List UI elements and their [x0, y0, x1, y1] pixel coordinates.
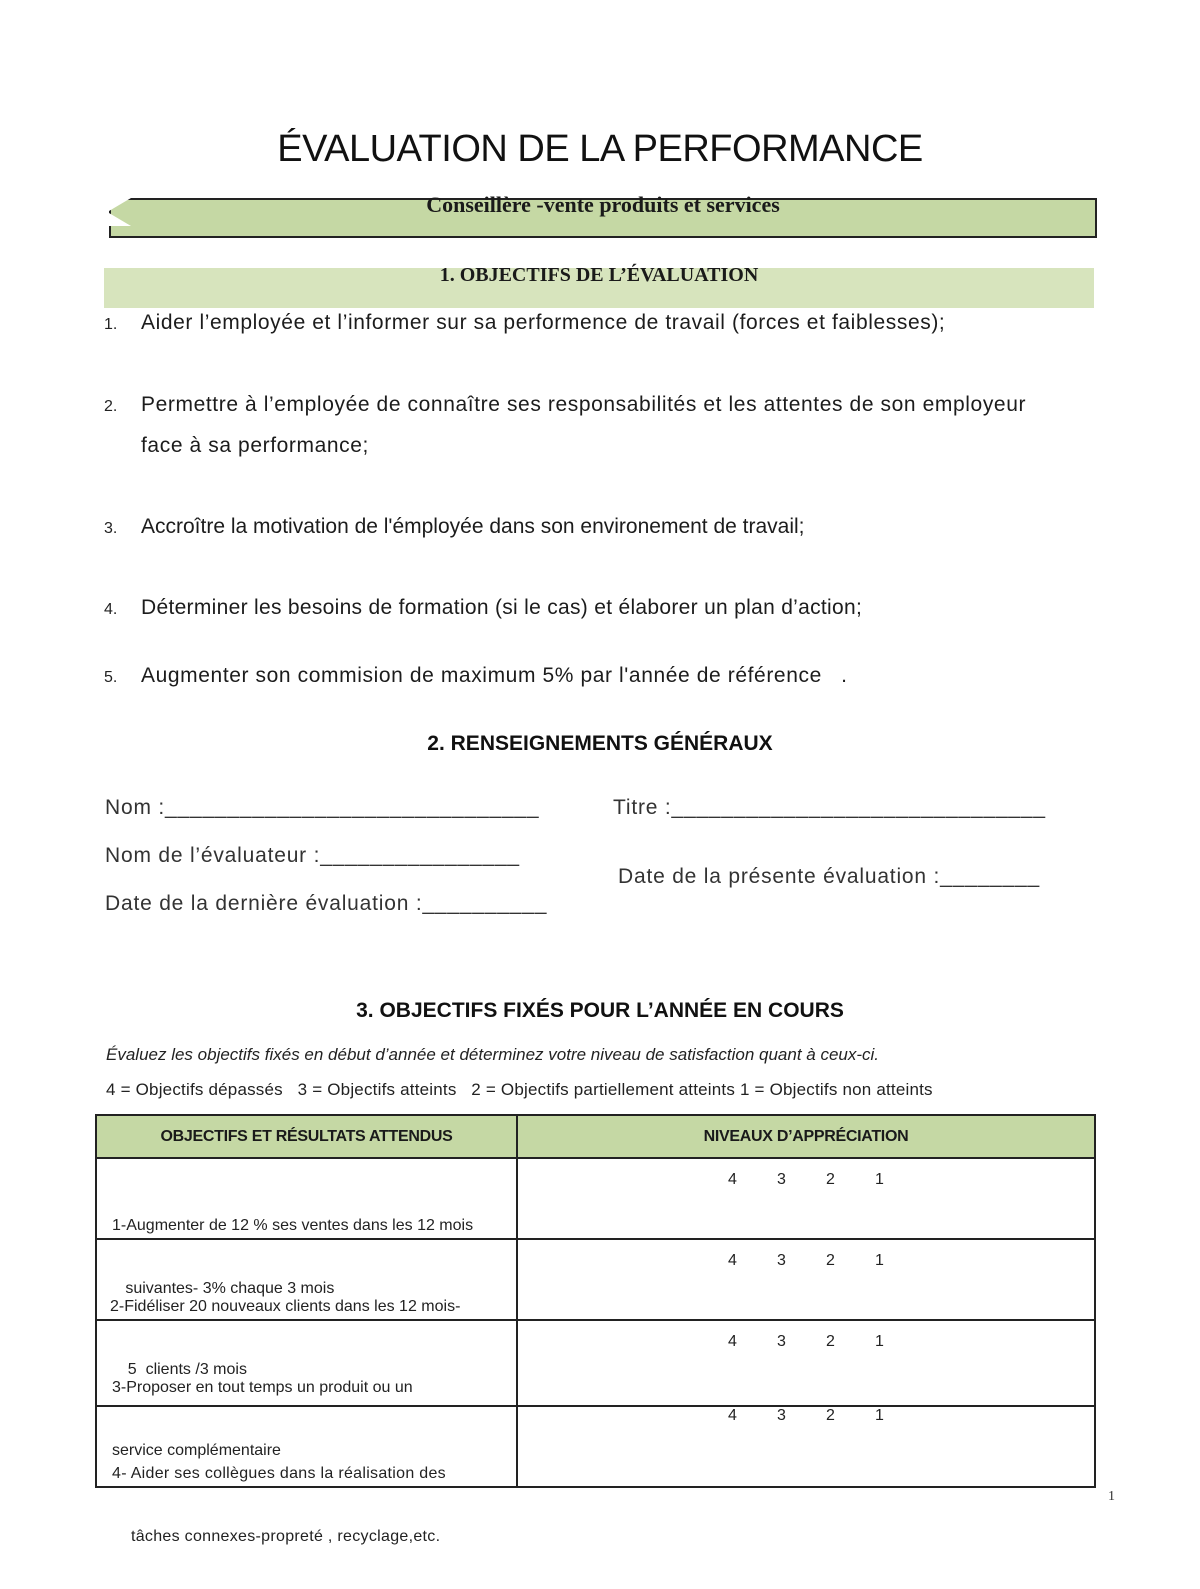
- rating-2[interactable]: 2: [826, 1333, 835, 1350]
- rating-4[interactable]: 4: [728, 1171, 737, 1188]
- section2-heading: 2. RENSEIGNEMENTS GÉNÉRAUX: [427, 732, 773, 755]
- objective-4-number: 4.: [104, 601, 118, 618]
- table-row-3-objective: [95, 1321, 518, 1459]
- rating-3[interactable]: 3: [777, 1252, 786, 1269]
- rating-3[interactable]: 3: [777, 1407, 786, 1424]
- rating-3[interactable]: 3: [777, 1171, 786, 1188]
- table-row-3-rating: [516, 1321, 1096, 1407]
- table-row-1-rating: [516, 1159, 1096, 1240]
- rating-3[interactable]: 3: [777, 1333, 786, 1350]
- rating-2[interactable]: 2: [826, 1171, 835, 1188]
- table-header-objectives: OBJECTIFS ET RÉSULTATS ATTENDUS: [95, 1114, 518, 1159]
- row-3-line1: 3-Proposer en tout temps un produit ou un: [112, 1379, 413, 1396]
- rating-1[interactable]: 1: [875, 1407, 884, 1424]
- objective-4-text: Déterminer les besoins de formation (si le cas) et élaborer un plan d’action;: [141, 596, 863, 619]
- rating-1[interactable]: 1: [875, 1333, 884, 1350]
- table-row-2-rating: [516, 1240, 1096, 1321]
- row-3-line2: service complémentaire: [112, 1442, 281, 1459]
- section3-heading: 3. OBJECTIFS FIXÉS POUR L’ANNÉE EN COURS: [356, 999, 844, 1022]
- field-titre[interactable]: Titre :______________________________: [613, 796, 1046, 819]
- row-4-line1: 4- Aider ses collègues dans la réalisation des: [112, 1465, 446, 1482]
- objective-1-number: 1.: [104, 316, 118, 333]
- field-nom[interactable]: Nom :______________________________: [105, 796, 540, 819]
- objective-1-text: Aider l’employée et l’informer sur sa performence de travail (forces et faiblesses);: [141, 311, 946, 334]
- rating-4[interactable]: 4: [728, 1252, 737, 1269]
- page-title: ÉVALUATION DE LA PERFORMANCE: [277, 128, 923, 170]
- rating-2[interactable]: 2: [826, 1407, 835, 1424]
- table-row-4-rating: [516, 1407, 1096, 1488]
- rating-2[interactable]: 2: [826, 1252, 835, 1269]
- table-row-2-objective: [95, 1240, 518, 1378]
- objective-3-number: 3.: [104, 520, 118, 537]
- subtitle: Conseillère -vente produits et services: [426, 192, 780, 217]
- field-date-derniere[interactable]: Date de la dernière évaluation :__________: [105, 892, 548, 915]
- rating-4[interactable]: 4: [728, 1333, 737, 1350]
- row-2-line1: 2-Fidéliser 20 nouveaux clients dans les 12 mois-: [110, 1298, 461, 1315]
- rating-1[interactable]: 1: [875, 1252, 884, 1269]
- row-4-line2: tâches connexes-propreté , recyclage,etc.: [112, 1528, 441, 1545]
- page-number: 1: [1108, 1489, 1115, 1504]
- objective-2-text: Permettre à l’employée de connaître ses responsabilités et les attentes de son employeur: [141, 393, 1027, 416]
- objective-3-text: Accroître la motivation de l'émployée dans son environement de travail;: [141, 515, 805, 538]
- objective-5-number: 5.: [104, 669, 118, 686]
- rating-legend: 4 = Objectifs dépassés 3 = Objectifs atteints 2 = Objectifs partiellement atteints 1 = Objectifs non atteints: [106, 1080, 933, 1099]
- row-4-text: [112, 1421, 512, 1589]
- rating-1[interactable]: 1: [875, 1171, 884, 1188]
- row-1-line1: 1-Augmenter de 12 % ses ventes dans les 12 mois: [112, 1217, 474, 1234]
- row-1-line2: suivantes- 3% chaque 3 mois: [112, 1280, 335, 1297]
- field-evaluateur[interactable]: Nom de l’évaluateur :________________: [105, 844, 520, 867]
- instructions-note: Évaluez les objectifs fixés en début d’année et déterminez votre niveau de satisfaction quant à ceux-ci.: [106, 1045, 880, 1064]
- table-header-ratings: NIVEAUX D’APPRÉCIATION: [516, 1114, 1096, 1159]
- table-row-4-objective: [95, 1407, 518, 1545]
- field-date-presente[interactable]: Date de la présente évaluation :________: [618, 865, 1040, 888]
- objective-2-number: 2.: [104, 398, 118, 415]
- section1-heading: 1. OBJECTIFS DE L’ÉVALUATION: [439, 264, 759, 286]
- table-row-1-objective: [95, 1159, 518, 1297]
- row-2-line2: 5 clients /3 mois: [110, 1361, 247, 1378]
- objective-2-text-cont: face à sa performance;: [141, 434, 369, 457]
- objective-5-text: Augmenter son commision de maximum 5% par l'année de référence .: [141, 664, 848, 687]
- rating-4[interactable]: 4: [728, 1407, 737, 1424]
